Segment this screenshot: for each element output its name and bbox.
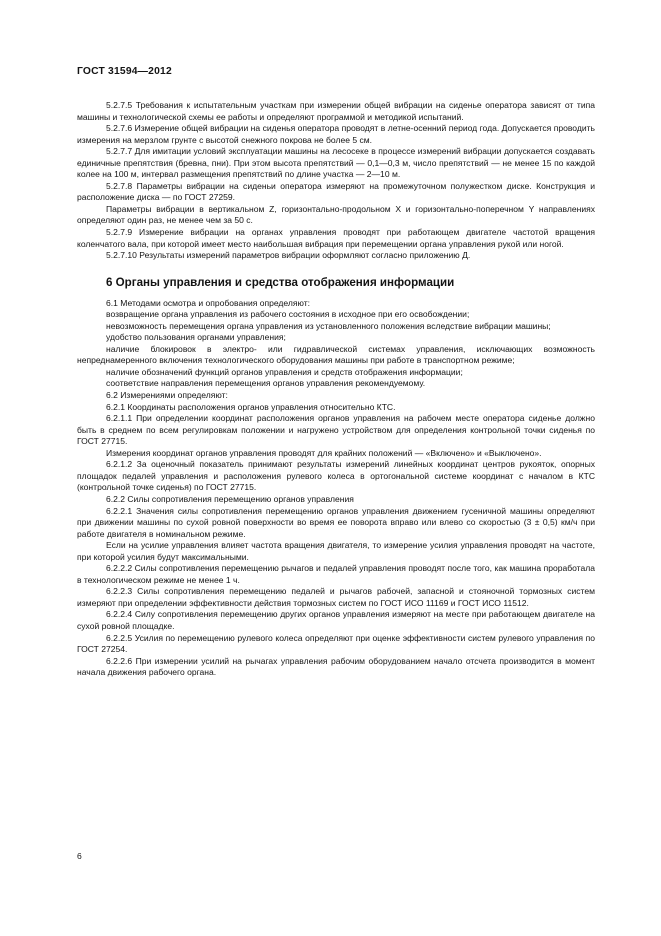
paragraph: 6.2.1.2 За оценочный показатель принимают результаты измерений линейных координат центров рукояток, опорных площадок педалей управления и расположения рулевого колеса в ортогональной системе координат с началом в КТС (контрольной точке сиденья) по ГОСТ 27715.	[77, 459, 595, 493]
paragraph: 6.2.2 Силы сопротивления перемещению органов управления	[106, 493, 354, 504]
paragraph: 5.2.7.9 Измерение вибрации на органах управления проводят при работающем двигателе частотой вращения коленчатого вала, при которой имеет место наибольшая вибрация при перемещении органа управления рукой или ногой.	[77, 227, 595, 249]
document-body	[77, 100, 595, 679]
paragraph: наличие обозначений функций органов управления и средств отображения информации;	[106, 366, 463, 377]
paragraph: 6.1 Методами осмотра и опробования определяют:	[106, 297, 311, 308]
paragraph: 5.2.7.5 Требования к испытательным участкам при измерении общей вибрации на сиденье оператора зависят от типа машины и технологической схемы ее работы и определяют программой и методикой испытаний.	[77, 100, 595, 122]
paragraph: 6.2.2.2 Силы сопротивления перемещению рычагов и педалей управления проводят после того, как машина проработала в технологическом режиме не менее 1 ч.	[77, 563, 595, 585]
section-title: 6 Органы управления и средства отображения информации	[106, 275, 455, 289]
paragraph: 6.2.2.6 При измерении усилий на рычагах управления рабочим оборудованием начало отсчета производится в момент начала движения рабочего органа.	[77, 655, 595, 678]
paragraph: 5.2.7.7 Для имитации условий эксплуатации машины на лесосеке в процессе измерений вибрации допускается создавать единичные препятствия (бревна, пни). При этом высота препятствий — 0,1—0,3 м, число препятствий — не менее 15 по каждой колее на 100 м, интервал размещения препятствий по длине участка — 2—10 м.	[77, 146, 595, 180]
paragraph: наличие блокировок в электро- или гидравлической системах управления, исключающих возможность непреднамеренного включения технологического оборудования машины при работе в транспортном режиме;	[77, 343, 595, 366]
paragraph: 6.2.2.4 Силу сопротивления перемещению других органов управления измеряют на месте при работающем двигателе на сухой ровной площадке.	[77, 609, 595, 631]
paragraph: 5.2.7.8 Параметры вибрации на сиденьи оператора измеряют на промежуточном полужестком диске. Конструкция и расположение диска — по ГОСТ 27259.	[77, 180, 595, 203]
page-number: 6	[77, 851, 82, 861]
paragraph: 5.2.7.6 Измерение общей вибрации на сиденья оператора проводят в летне-осенний период года. Допускается проводить измерения на мерзлом грунте с высотой снежного покрова не более 5 см.	[77, 123, 595, 145]
paragraph: 6.2.2.3 Силы сопротивления перемещению педалей и рычагов рабочей, запасной и стояночной тормозных систем измеряют при определении эффективности действия тормозных систем по ГОСТ ИСО 11169 и ГОСТ ИСО 11512.	[77, 586, 595, 608]
paragraph: 5.2.7.10 Результаты измерений параметров вибрации оформляют согласно приложению Д.	[106, 250, 471, 261]
paragraph: Параметры вибрации в вертикальном Z, горизонтально-продольном X и горизонтально-поперечном Y направлениях определяют один раз, не менее чем за 50 с.	[77, 203, 595, 226]
paragraph: 6.2.1.1 При определении координат расположения органов управления на рабочем месте оператора сиденье должно быть в среднем по всем регулировкам положении и нагружено устройством для определения контрольной точки сиденья по ГОСТ 27715.	[77, 413, 595, 447]
paragraph: 6.2.2.1 Значения силы сопротивления перемещению органов управления движением гусеничной машины определяют при движении машины по сухой ровной поверхности во время ее поворота вправо или влево со скоростью (3 ± 0,5) км/ч при работе двигателя в номинальном режиме.	[77, 505, 595, 539]
paragraph: 6.2.1 Координаты расположения органов управления относительно КТС.	[106, 401, 396, 412]
paragraph: Измерения координат органов управления проводят для крайних положений — «Включено» и «Выключено».	[106, 447, 542, 458]
paragraph: невозможность перемещения органа управления из установленного положения вследствие вибрации машины;	[106, 320, 551, 331]
paragraph: возвращение органа управления из рабочего состояния в исходное при его освобождении;	[106, 309, 470, 320]
paragraph: соответствие направления перемещения органов управления рекомендуемому.	[106, 378, 426, 389]
paragraph: 6.2 Измерениями определяют:	[106, 390, 228, 401]
paragraph: удобство пользования органами управления;	[106, 332, 286, 343]
paragraph: 6.2.2.5 Усилия по перемещению рулевого колеса определяют при оценке эффективности систем рулевого управления по ГОСТ 27254.	[77, 632, 595, 655]
document-header: ГОСТ 31594—2012	[77, 66, 172, 77]
paragraph: Если на усилие управления влияет частота вращения двигателя, то измерение усилия управления проводят на частоте, при которой усилия будут максимальными.	[77, 540, 595, 562]
